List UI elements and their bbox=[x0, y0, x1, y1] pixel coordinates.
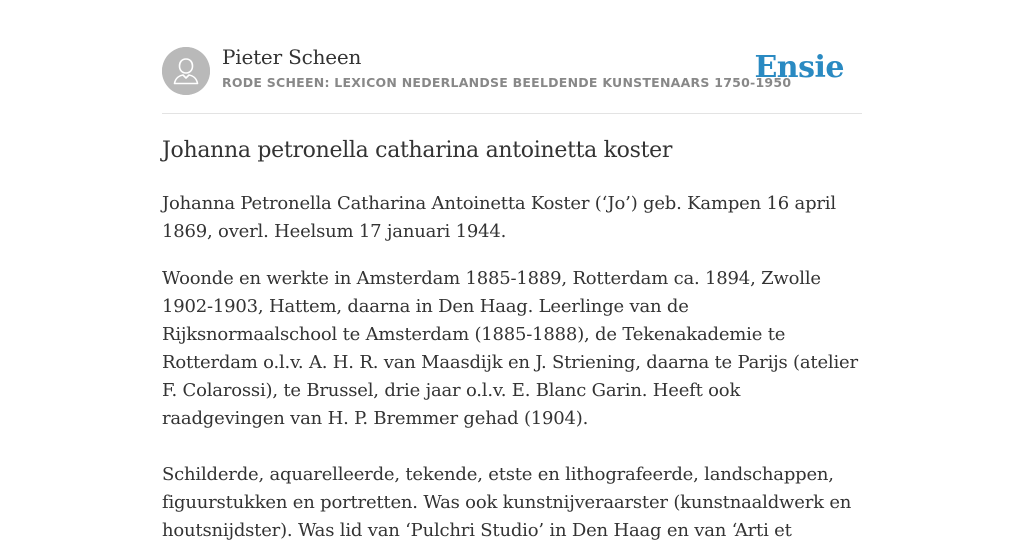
article-body bbox=[162, 190, 862, 545]
avatar[interactable] bbox=[162, 47, 210, 95]
paragraph-work: Schilderde, aquarelleerde, tekende, etste en lithografeerde, landschappen, figuurstukken en portretten. Was ook kunstnijveraarster (kunstnaaldwerk en houtsnijdster). Was lid van ‘Pulchri Studio’ in Den Haag en van ‘Arti et bbox=[162, 464, 852, 541]
paragraph-biography: Woonde en werkte in Amsterdam 1885-1889, Rotterdam ca. 1894, Zwolle 1902-1903, Hattem, daarna in Den Haag. Leerlinge van de Rijksnormaalschool te Amsterdam (1885-1888), de Tekenakademie te Rotterdam o.l.v. A. H. R. van Maasdijk en J. Striening, daarna te Parijs (atelier F. Colarossi), te Brussel, drie jaar o.l.v. E. Blanc Garin. Heeft ook raadgevingen van H. P. Bremmer gehad (1904). bbox=[162, 268, 858, 429]
user-avatar-icon bbox=[162, 47, 210, 95]
source-publication[interactable]: RODE SCHEEN: LEXICON NEDERLANDSE BEELDENDE KUNSTENAARS 1750-1950 bbox=[222, 75, 792, 90]
author-name[interactable]: Pieter Scheen bbox=[222, 45, 362, 69]
article-title: Johanna petronella catharina antoinetta koster bbox=[162, 138, 673, 163]
paragraph-spacer bbox=[162, 433, 862, 461]
article-container bbox=[162, 0, 862, 541]
paragraph-birth-death: Johanna Petronella Catharina Antoinetta Koster (‘Jo’) geb. Kampen 16 april 1869, overl. Heelsum 17 januari 1944. bbox=[162, 193, 836, 242]
article-header bbox=[162, 0, 862, 114]
ensie-logo[interactable]: Ensie bbox=[754, 50, 844, 85]
